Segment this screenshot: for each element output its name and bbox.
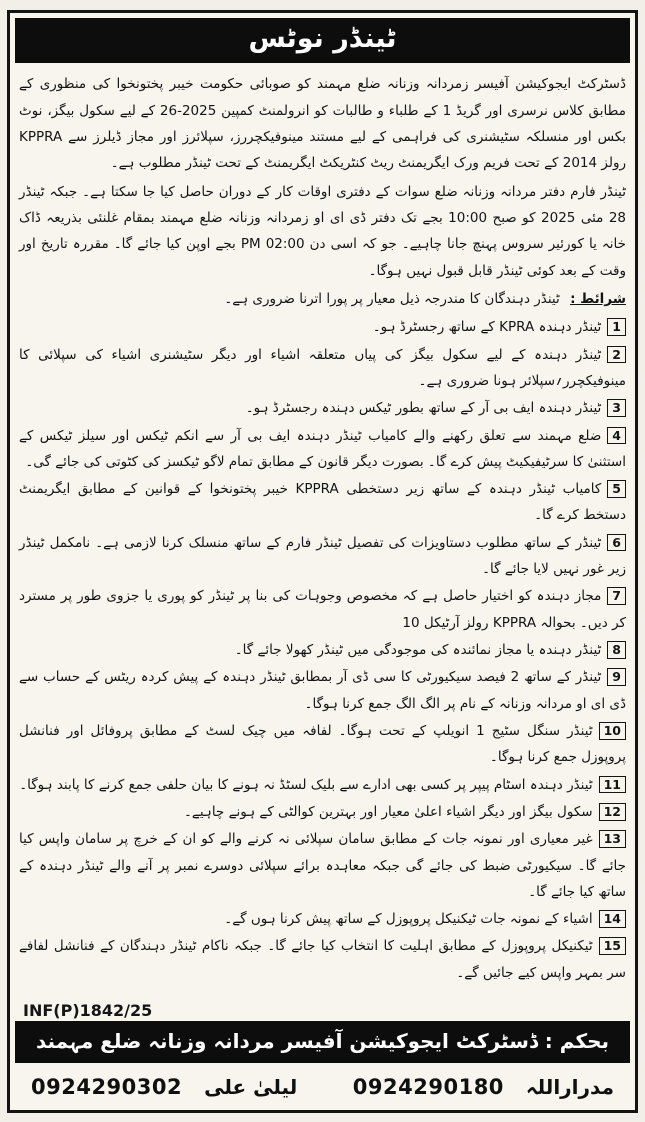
conditions-label: شرائط : [570,290,626,307]
item-number: 6 [607,534,626,552]
item-text: مجاز دہندہ کو اختیار حاصل ہے کہ مخصوص وجوہات کی بنا پر ٹینڈر کو پوری یا جزوی طور پر مسترد کر دیں۔ بحوالہ KPPRA رولز آرٹیکل 10 [19,588,626,631]
conditions-text: ٹینڈر دہندگان کا مندرجہ ذیل معیار پر پورا اترنا ضروری ہے۔ [224,290,560,307]
item-text: ضلع مہمند سے تعلق رکھنے والے کامیاب ٹینڈر دہندہ ایف بی آر سے انکم ٹیکس اور سیلز ٹیکس کے استثنیٰ کا سرٹیفیکیٹ پیش کرے گا۔ بصورت دیگر قانون کے مطابق تمام لاگو ٹیکسز کی کٹوتی کی جائے گی۔ [19,427,626,470]
contact-name: مدراراللہ [525,1075,614,1099]
item-number: 11 [599,776,626,794]
contacts-row [15,1063,630,1103]
notice-title: ٹینڈر نوٹس [248,23,397,54]
condition-item-9 [19,664,626,717]
authority-text: بحکم : ڈسٹرکٹ ایجوکیشن آفیسر مردانہ وزنانہ ضلع مہمند [35,1029,610,1053]
intro-paragraph-2: ٹینڈر فارم دفتر مردانہ وزنانہ ضلع سوات کے دفتری اوقات کار کے دوران حاصل کیا جا سکتا ہے۔ جبکہ ٹینڈر 28 مئی 2025 کو صبح 10:00 بجے تک دفتر ڈی ای او زمردانہ وزنانہ ضلع مہمند بمقام غلنئی بذریعہ ڈاک خانہ یا کورئیر سروس پہنچ جانا چاہیے۔ جو کہ اسی دن 02:00 PM بجے اوپن کیا جائے گا۔ مقررہ تاریخ اور وقت کے بعد کوئی ٹینڈر قابل قبول نہیں ہوگا۔ [19,183,627,279]
condition-item-10 [19,718,626,771]
condition-item-6 [19,530,626,583]
item-text: ٹیکنیکل پروپوزل کے مطابق اہلیت کا انتخاب کیا جائے گا۔ جبکہ ناکام ٹینڈر دہندگان کے فنانشل لفافے سر بمہر واپس کیے جائیں گے۔ [19,938,626,981]
item-text: سکول بیگز اور دیگر اشیاء اعلیٰ معیار اور بہترین کوالٹی کے ہونے چاہیے۔ [184,803,593,820]
reference-number: INF(P)1842/25 [23,1001,153,1021]
item-text: ٹینڈر سنگل سٹیج 1 انویلپ کے تحت ہوگا۔ لفافہ میں چیک لسٹ کے مطابق پروفائل اور فنانشل پروپوزل جمع کرنا ہوگا۔ [19,722,626,766]
notice-body [15,63,630,1021]
authority-band [15,1021,630,1063]
intro-paragraph-1: ڈسٹرکٹ ایجوکیشن آفیسر زمردانہ وزنانہ ضلع مہمند کو صوبائی حکومت خیبر پختونخوا کی منظوری کے مطابق کلاس نرسری اور گریڈ 1 کے طلباء و طالبات کو انرولمنٹ کمپین 2025-26 کے لیے سکول بیگز، نوٹ بکس اور منسلکہ سٹیشنری کی فراہمی کے لیے مستند مینوفیکچررز، سپلائرز اور مجاز ڈیلرز سے KPPRA رولز 2014 کے تحت فریم ورک ایگریمنٹ ریٹ کنٹریکٹ ایگریمنٹ کے تحت ٹینڈر مطلوب ہے۔ [19,76,626,172]
item-number: 5 [607,480,626,498]
contact-name: لیلیٰ علی [204,1075,298,1099]
item-text: غیر معیاری اور نمونہ جات کے مطابق سامان سپلائی نہ کرنے والے کو ان کے خرچ پر سامان واپس کیا جائے گا۔ سیکیورٹی ضبط کی جائے گی جبکہ معاہدہ برائے سپلائی دوسرے نمبر پر آنے والے ٹینڈر دہندہ کے ساتھ کیا جائے گا۔ [19,831,626,900]
item-number: 14 [599,910,626,928]
item-number: 8 [607,641,626,659]
item-text: ٹینڈر دہندہ KPRA کے ساتھ رجسٹرڈ ہو۔ [372,319,602,336]
item-number: 12 [599,803,626,821]
condition-item-14 [19,906,626,932]
item-number: 1 [607,318,626,336]
contact-officer-1 [353,1075,614,1099]
condition-item-13 [19,826,626,905]
item-text: ٹینڈر دہندہ ایف بی آر کے ساتھ بطور ٹیکس دہندہ رجسٹرڈ ہو۔ [245,400,602,417]
condition-item-4 [19,423,626,476]
conditions-line [19,286,626,312]
document-frame [7,10,638,1113]
item-text: کامیاب ٹینڈر دہندہ کے ساتھ زیر دستخطی KPPRA خیبر پختونخوا کے قوانین کے مطابق ایگریمنٹ دستخط کرے گا۔ [19,481,626,524]
item-text: ٹینڈر دہندہ اسٹام پیپر پر کسی بھی ادارے سے بلیک لسٹڈ نہ ہونے کا بیان حلفی جمع کرنے کا پابند ہوگا۔ [19,776,593,793]
condition-item-5 [19,476,626,529]
item-number: 7 [607,587,626,605]
contact-officer-2 [31,1075,297,1099]
contact-phone: 0924290180 [352,1075,504,1099]
condition-item-15 [19,933,626,986]
item-text: ٹینڈر دہندہ کے لیے سکول بیگز کی پیاں متعلقہ اشیاء اور دیگر سٹیشنری اشیاء کی سپلائی کا مینوفیکچرر؍سپلائر ہونا ضروری ہے۔ [19,346,626,389]
item-text: اشیاء کے نمونہ جات ٹیکنیکل پروپوزل کے ساتھ پیش کرنا ہوں گے۔ [224,911,593,928]
item-text: ٹینڈر کے ساتھ مطلوب دستاویزات کی تفصیل ٹینڈر فارم کے ساتھ منسلک کرنا لازمی ہے۔ نامکمل ٹینڈر زیر غور نہیں لایا جائے گا۔ [19,534,626,578]
condition-item-8 [19,637,626,663]
item-text: ٹینڈر کے ساتھ 2 فیصد سیکیورٹی کا سی ڈی آر بمطابق ٹینڈر دہندہ کے پیش کردہ ریٹس کے حساب سے ڈی ای او مردانہ وزنانہ کے نام پر الگ الگ جمع کرنا ہوگا۔ [19,669,626,712]
item-number: 15 [599,937,626,955]
contact-phone: 0924290302 [31,1075,183,1099]
condition-item-3 [19,395,626,421]
item-number: 3 [607,399,626,417]
condition-item-7 [19,583,626,636]
notice-title-band [15,18,630,63]
item-text: ٹینڈر دہندہ یا مجاز نمائندہ کی موجودگی میں ٹینڈر کھولا جائے گا۔ [234,642,602,658]
item-number: 13 [599,830,626,848]
condition-item-12 [19,799,626,825]
item-number: 10 [599,722,626,740]
condition-item-1 [19,314,626,340]
item-number: 9 [607,668,626,686]
condition-item-11 [19,772,626,798]
condition-item-2 [19,342,626,395]
item-number: 4 [607,427,626,445]
item-number: 2 [607,346,626,364]
